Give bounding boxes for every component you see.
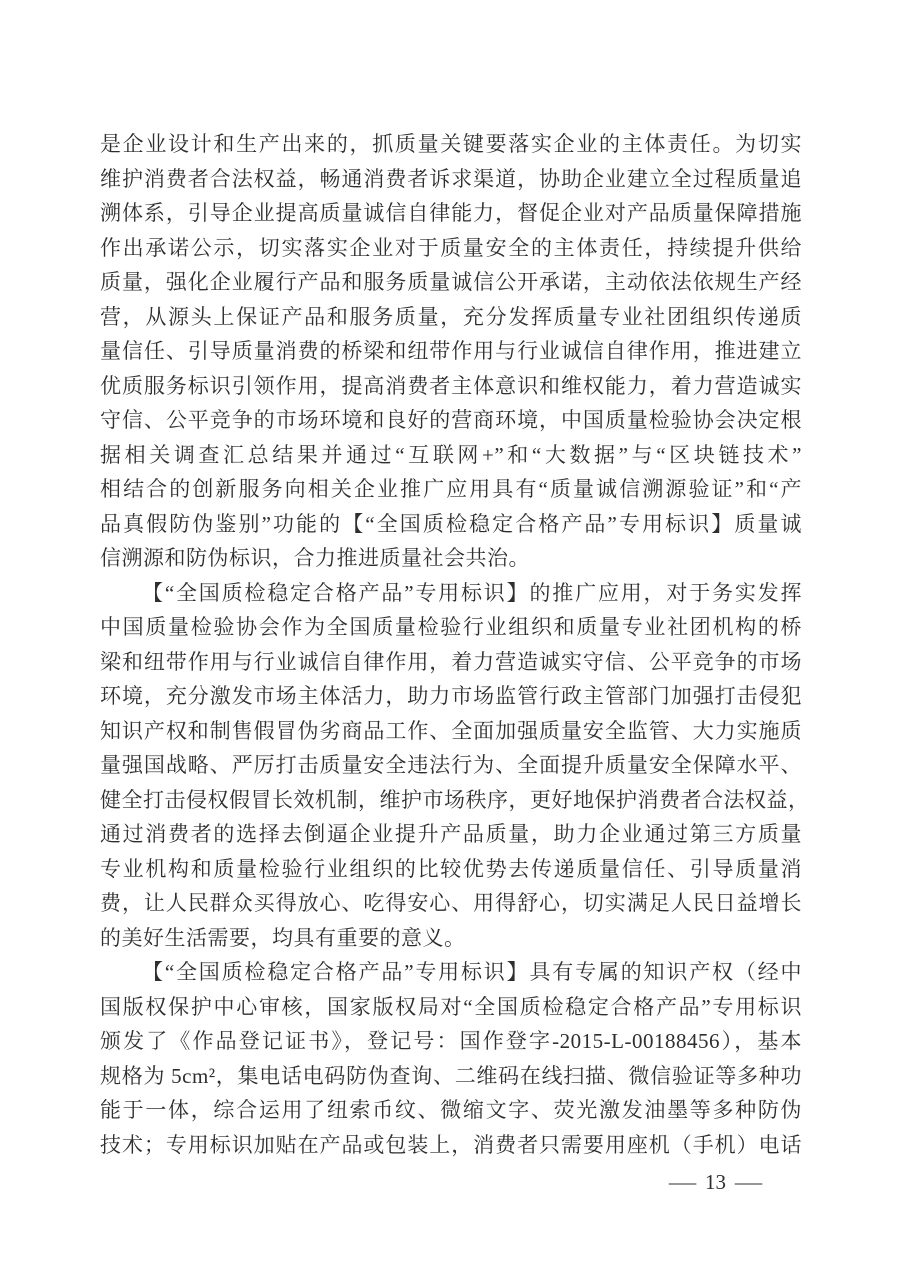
text-line: 梁和纽带作用与行业诚信自律作用，着力营造诚实守信、公平竞争的市场 <box>100 649 802 674</box>
text-line: 量信任、引导质量消费的桥梁和纽带作用与行业诚信自律作用，推进建立 <box>100 339 802 363</box>
text-line: 颁发了《作品登记证书》，登记号：国作登字-2015-L-00188456），基本 <box>100 1029 802 1053</box>
text-line: 费，让人民群众买得放心、吃得安心、用得舒心，切实满足人民日益增长 <box>100 891 802 915</box>
text-line: 【“全国质检稳定合格产品”专用标识】的推广应用，对于务实发挥 <box>142 580 802 605</box>
body-text <box>100 127 810 1162</box>
text-line: 知识产权和制售假冒伪劣商品工作、全面加强质量安全监管、大力实施质 <box>100 718 802 743</box>
text-line: 专业机构和质量检验行业组织的比较优势去传递质量信任、引导质量消 <box>100 856 802 881</box>
text-line: 量强国战略、严厉打击质量安全违法行为、全面提升质量安全保障水平、 <box>100 753 802 777</box>
footer-left-dash: — <box>668 1170 697 1194</box>
text-line: 优质服务标识引领作用，提高消费者主体意识和维权能力，着力营造诚实 <box>100 373 802 398</box>
footer-right-dash: — <box>734 1170 763 1194</box>
text-line: 规格为 5cm²，集电话电码防伪查询、二维码在线扫描、微信验证等多种功 <box>100 1063 802 1088</box>
page-number <box>668 1168 763 1196</box>
text-line: 通过消费者的选择去倒逼企业提升产品质量，助力企业通过第三方质量 <box>100 822 802 846</box>
text-line: 环境，充分激发市场主体活力，助力市场监管行政主管部门加强打击侵犯 <box>100 684 802 708</box>
text-line: 作出承诺公示，切实落实企业对于质量安全的主体责任，持续提升供给 <box>100 235 802 260</box>
text-line: 质量，强化企业履行产品和服务质量诚信公开承诺，主动依法依规生产经 <box>100 270 802 294</box>
text-line: 相结合的创新服务向相关企业推广应用具有“质量诚信溯源验证”和“产 <box>100 477 802 501</box>
text-line: 是企业设计和生产出来的，抓质量关键要落实企业的主体责任。为切实 <box>100 132 802 156</box>
text-line: 溯体系，引导企业提高质量诚信自律能力，督促企业对产品质量保障措施 <box>100 201 802 225</box>
text-line: 维护消费者合法权益，畅通消费者诉求渠道，协助企业建立全过程质量追 <box>100 166 802 191</box>
text-line: 国版权保护中心审核，国家版权局对“全国质检稳定合格产品”专用标识 <box>100 994 802 1019</box>
text-line: 营，从源头上保证产品和服务质量，充分发挥质量专业社团组织传递质 <box>100 304 802 329</box>
text-line: 守信、公平竞争的市场环境和良好的营商环境，中国质量检验协会决定根 <box>100 408 802 432</box>
text-line: 信溯源和防伪标识，合力推进质量社会共治。 <box>100 546 530 570</box>
text-line: 能于一体，综合运用了纽索币纹、微缩文字、荧光激发油墨等多种防伪 <box>100 1098 802 1122</box>
text-line: 中国质量检验协会作为全国质量检验行业组织和质量专业社团机构的桥 <box>100 615 802 639</box>
text-line: 健全打击侵权假冒长效机制，维护市场秩序，更好地保护消费者合法权益， <box>100 787 810 812</box>
text-line: 据相关调查汇总结果并通过“互联网+”和“大数据”与“区块链技术” <box>100 442 802 467</box>
text-line: 技术；专用标识加贴在产品或包装上，消费者只需要用座机（手机）电话 <box>100 1132 802 1157</box>
text-line: 的美好生活需要，均具有重要的意义。 <box>100 925 466 950</box>
text-line: 品真假防伪鉴别”功能的【“全国质检稳定合格产品”专用标识】质量诚 <box>100 511 802 536</box>
footer-page-number: 13 <box>705 1170 726 1194</box>
text-line: 【“全国质检稳定合格产品”专用标识】具有专属的知识产权（经中 <box>142 960 802 984</box>
